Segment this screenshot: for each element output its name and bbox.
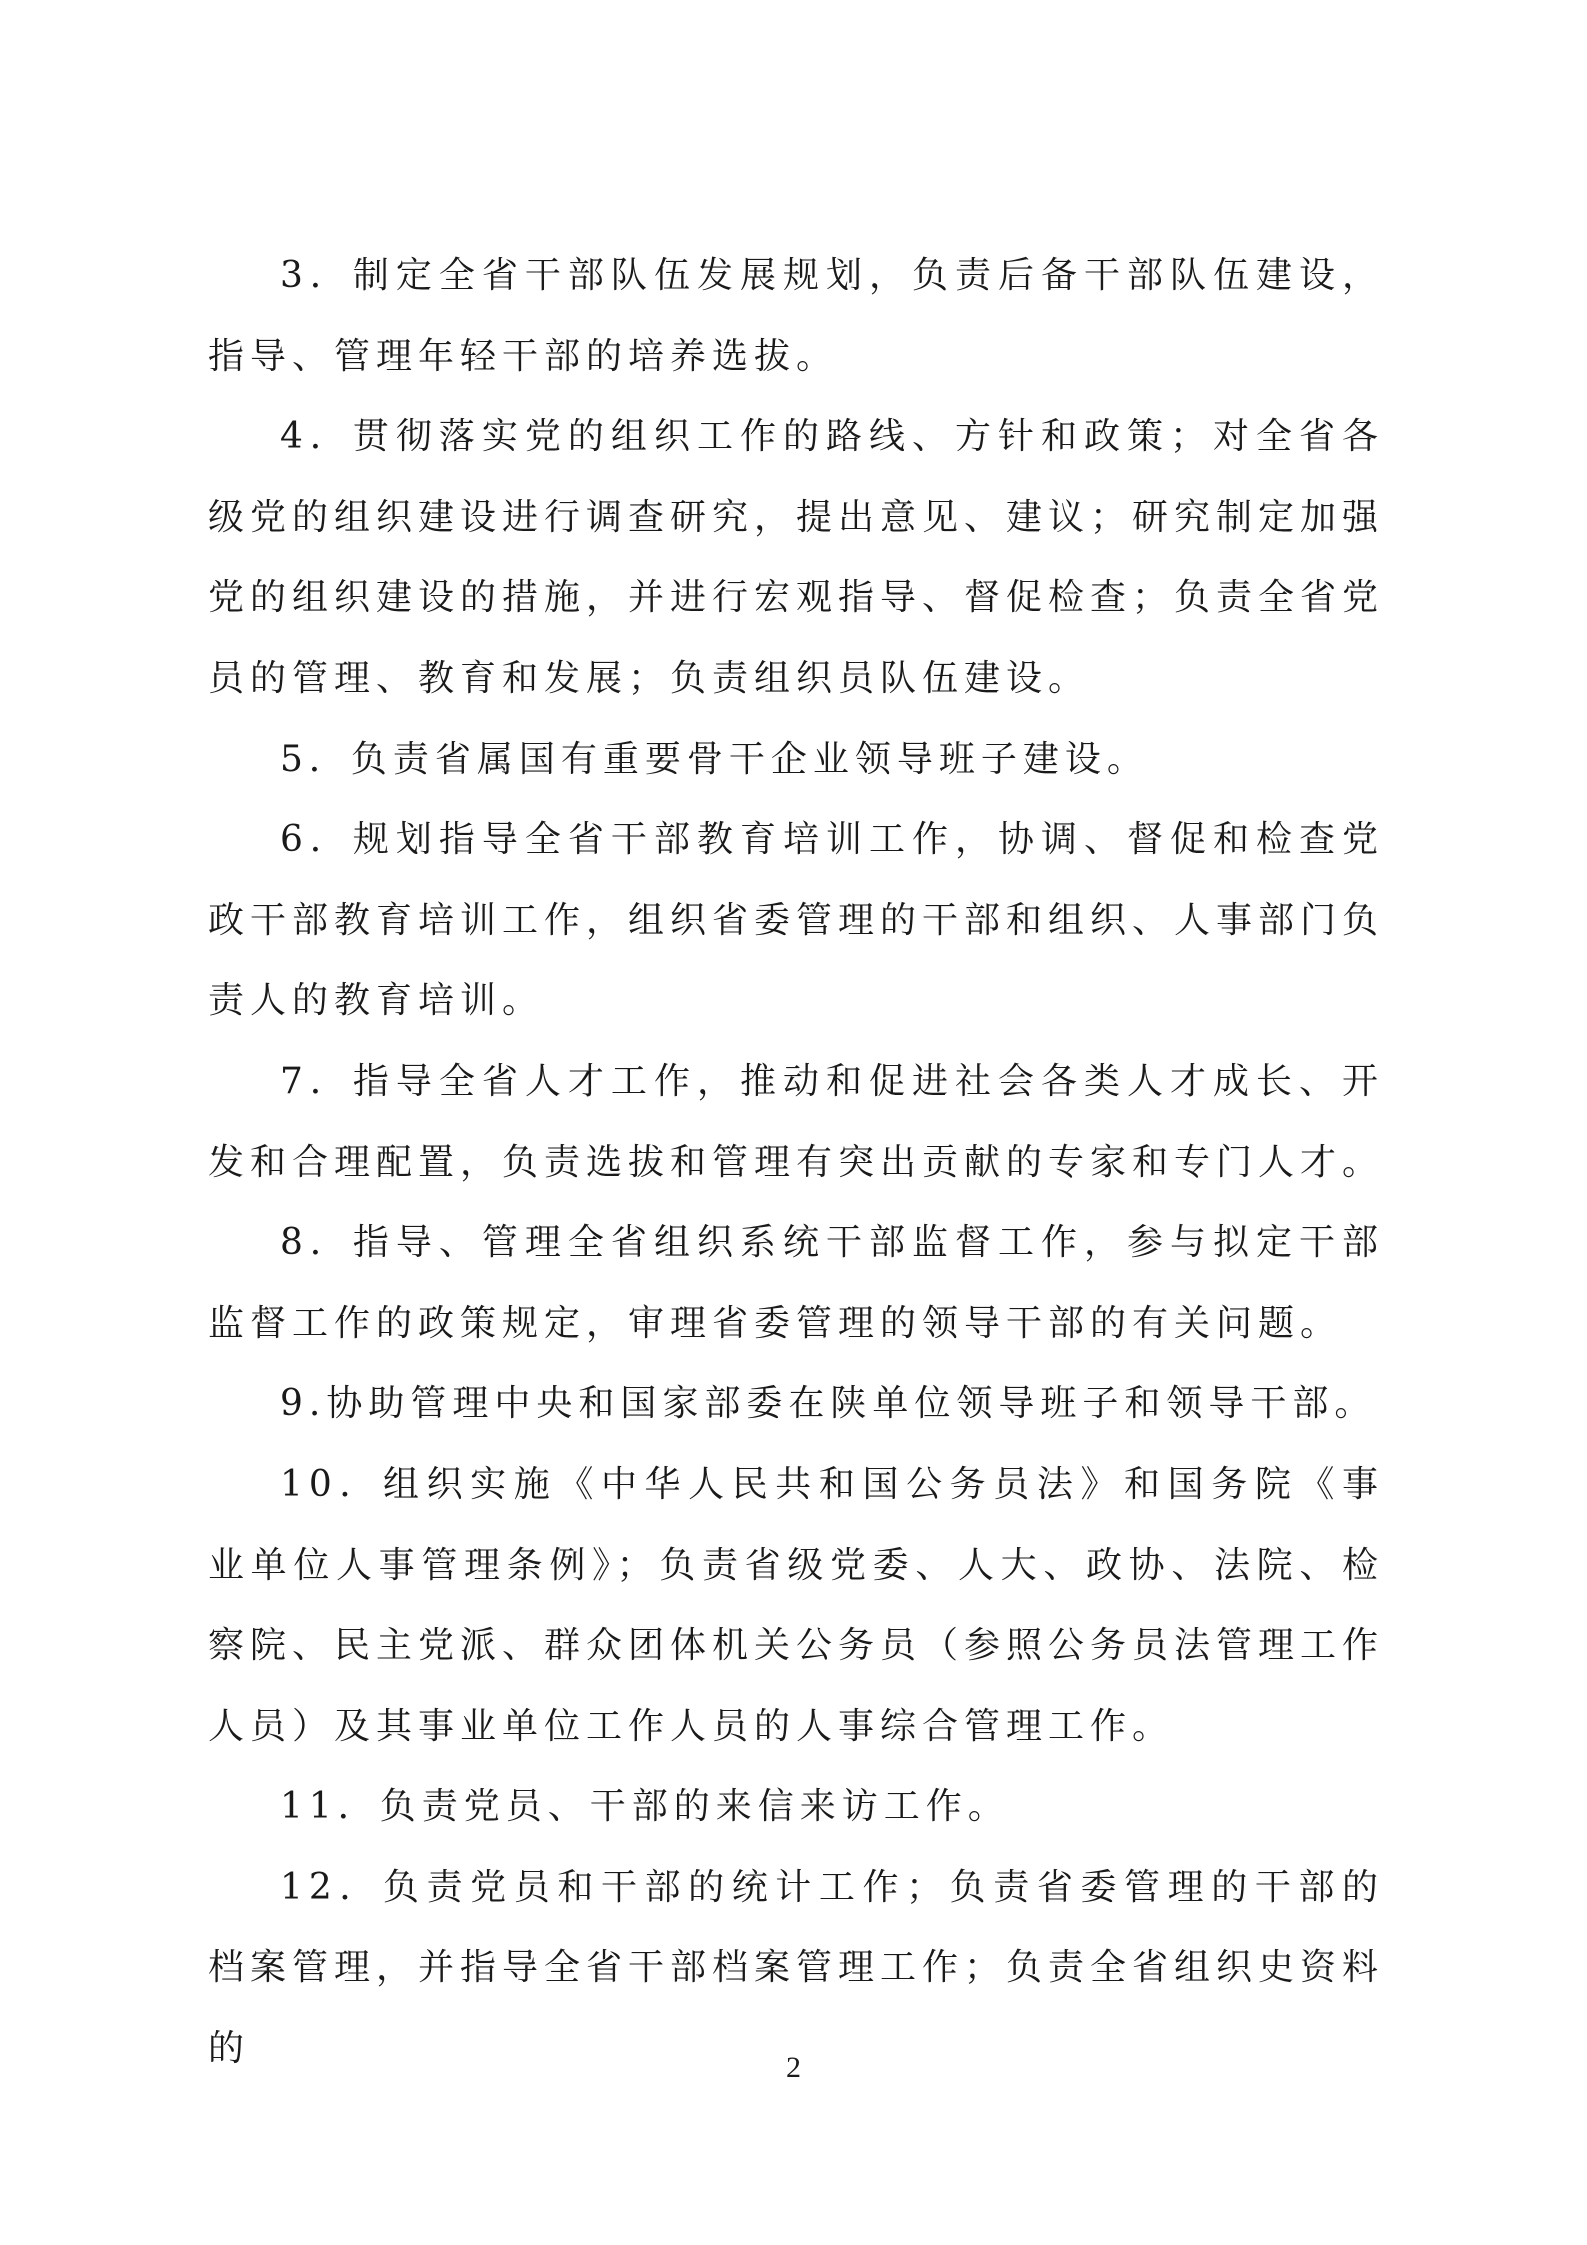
paragraph-item-11: 11．负责党员、干部的来信来访工作。 xyxy=(280,1786,1010,1828)
paragraph-item-7: 7．指导全省人才工作，推动和促进社会各类人才成长、开发和合理配置，负责选拔和管理有突出贡献的专家和专门人才。 xyxy=(208,1060,1385,1183)
paragraph-item-3: 3．制定全省干部队伍发展规划，负责后备干部队伍建设，指导、管理年轻干部的培养选拔。 xyxy=(208,255,1384,377)
paragraph-item-8: 8．指导、管理全省组织系统干部监督工作，参与拟定干部监督工作的政策规定，审理省委管理的领导干部的有关问题。 xyxy=(208,1222,1384,1344)
document-body xyxy=(208,236,1384,2090)
paragraph-item-9: 9.协助管理中央和国家部委在陕单位领导班子和领导干部。 xyxy=(280,1383,1377,1425)
paragraph-item-12: 12．负责党员和干部的统计工作；负责省委管理的干部的档案管理，并指导全省干部档案管理工作；负责全省组织史资料的 xyxy=(208,1866,1385,2070)
paragraph-item-10: 10．组织实施《中华人民共和国公务员法》和国务院《事业单位人事管理条例》；负责省级党委、人大、政协、法院、检察院、民主党派、群众团体机关公务员（参照公务员法管理工作人员）及其事业单位工作人员的人事综合管理工作。 xyxy=(208,1463,1385,1747)
paragraph-item-4: 4．贯彻落实党的组织工作的路线、方针和政策；对全省各级党的组织建设进行调查研究，提出意见、建议；研究制定加强党的组织建设的措施，并进行宏观指导、督促检查；负责全省党员的管理、教育和发展；负责组织员队伍建设。 xyxy=(208,416,1385,699)
paragraph-item-6: 6．规划指导全省干部教育培训工作，协调、督促和检查党政干部教育培训工作，组织省委管理的干部和组织、人事部门负责人的教育培训。 xyxy=(208,819,1385,1022)
paragraph-item-5: 5．负责省属国有重要骨干企业领导班子建设。 xyxy=(280,738,1149,780)
page-number: 2 xyxy=(786,2051,801,2084)
